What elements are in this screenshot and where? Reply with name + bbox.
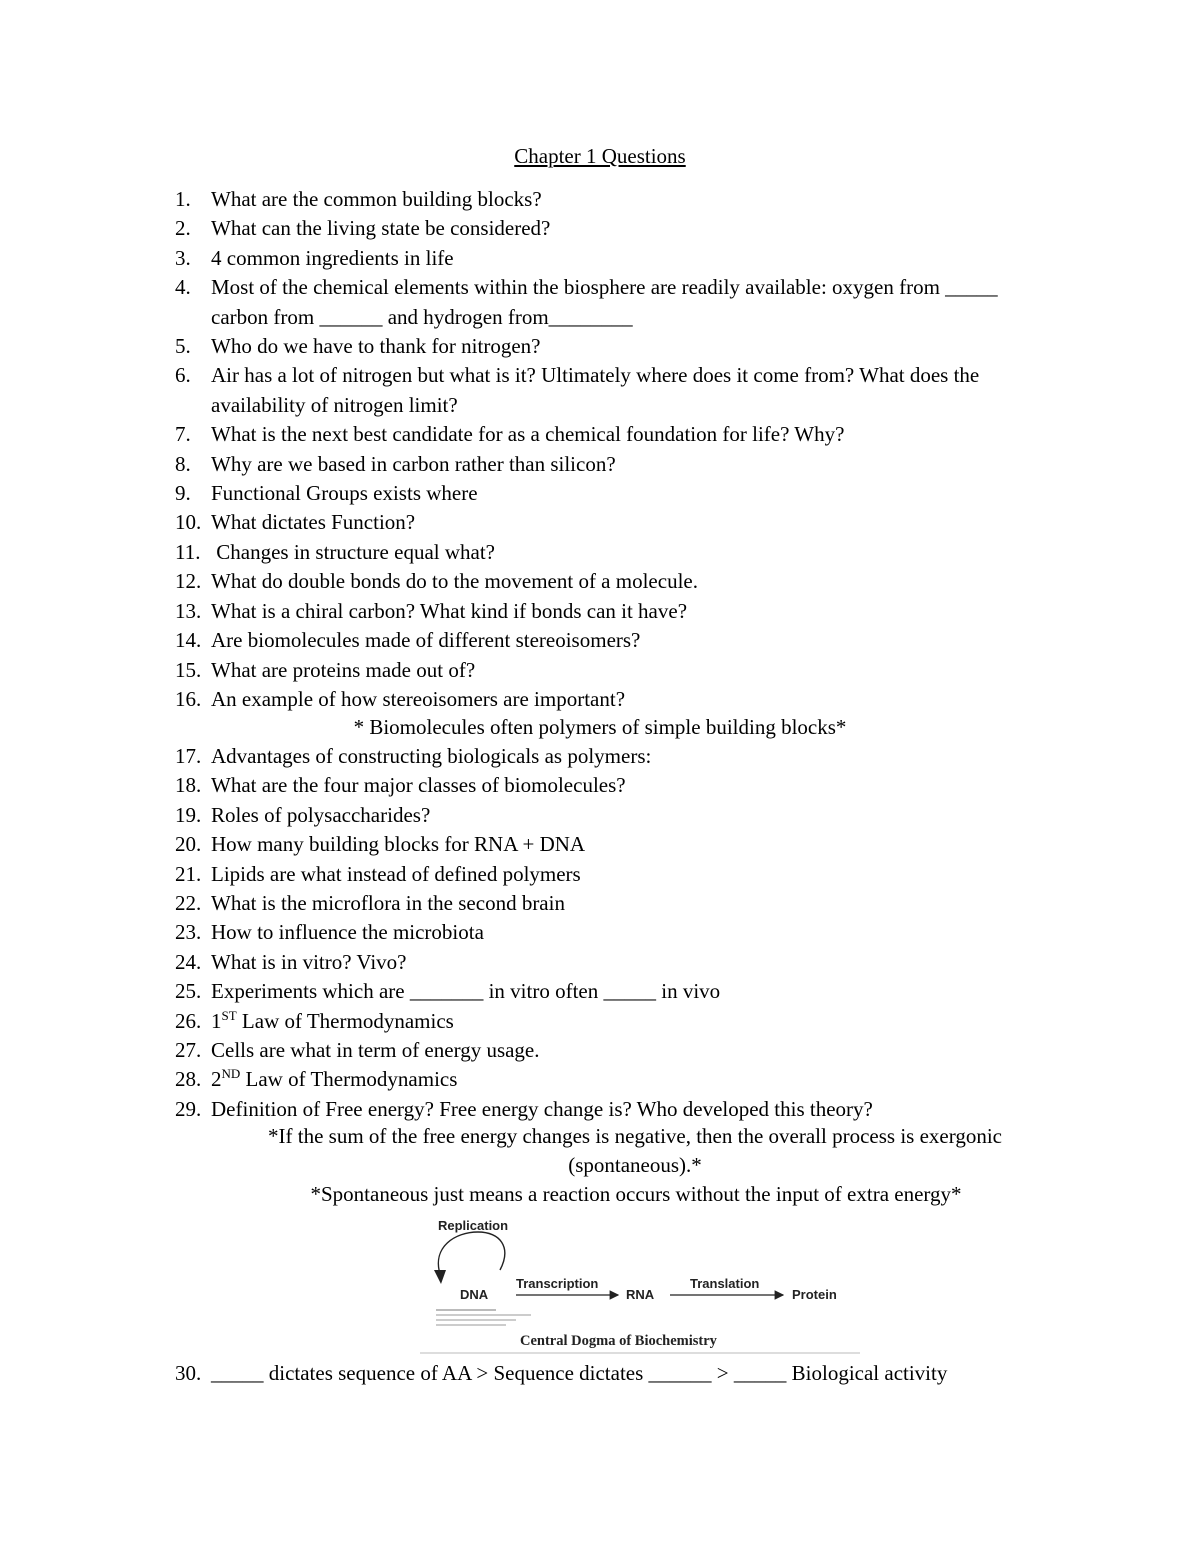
question-21 bbox=[175, 860, 1055, 889]
question-text: Law of Thermodynamics bbox=[240, 1067, 458, 1092]
question-text: Cells are what in term of energy usage. bbox=[211, 1038, 540, 1063]
question-28 bbox=[175, 1065, 1055, 1094]
question-list-b bbox=[175, 742, 1055, 1124]
question-6 bbox=[175, 361, 1055, 420]
translation-label: Translation bbox=[690, 1276, 760, 1291]
question-number: 30. bbox=[175, 1361, 202, 1385]
question-number: 28. bbox=[175, 1067, 202, 1092]
question-29 bbox=[175, 1095, 1055, 1124]
diagram-caption: Central Dogma of Biochemistry bbox=[520, 1333, 717, 1349]
question-number: 9. bbox=[175, 481, 191, 506]
question-number: 20. bbox=[175, 832, 202, 857]
question-number: 17. bbox=[175, 744, 202, 768]
source-credit-smudge bbox=[436, 1319, 516, 1321]
question-text: What are the four major classes of biomolecules? bbox=[211, 773, 626, 798]
question-7 bbox=[175, 420, 1055, 449]
question-number: 23. bbox=[175, 920, 202, 945]
question-4 bbox=[175, 273, 1055, 332]
note-spontaneous: *Spontaneous just means a reaction occurs without the input of extra energy* bbox=[310, 1182, 962, 1206]
ordinal-superscript: ST bbox=[221, 1007, 237, 1023]
question-19 bbox=[175, 801, 1055, 830]
question-3 bbox=[175, 244, 1055, 273]
question-number: 21. bbox=[175, 861, 202, 886]
question-text: What are the common building blocks? bbox=[211, 187, 542, 211]
question-number: 14. bbox=[175, 628, 202, 653]
question-text: Changes in structure equal what? bbox=[211, 539, 495, 564]
replication-label: Replication bbox=[438, 1218, 509, 1233]
question-number: 26. bbox=[175, 1008, 202, 1033]
source-credit-smudge bbox=[436, 1314, 531, 1316]
question-text: How to influence the microbiota bbox=[211, 920, 484, 945]
question-12 bbox=[175, 567, 1055, 596]
question-10 bbox=[175, 508, 1055, 537]
question-text: An example of how stereoisomers are important? bbox=[211, 686, 626, 711]
dna-label: DNA bbox=[460, 1287, 489, 1302]
question-18 bbox=[175, 771, 1055, 800]
question-9 bbox=[175, 479, 1055, 508]
question-text: Lipids are what instead of defined polymers bbox=[211, 861, 581, 886]
question-text-prefix: 1 bbox=[211, 1008, 222, 1033]
question-number: 27. bbox=[175, 1038, 202, 1063]
ordinal-superscript: ND bbox=[221, 1066, 241, 1082]
question-text: Who do we have to thank for nitrogen? bbox=[211, 334, 541, 359]
question-text: Functional Groups exists where bbox=[211, 481, 478, 506]
question-number: 8. bbox=[175, 451, 191, 476]
source-credit-smudge bbox=[436, 1324, 506, 1326]
question-30 bbox=[175, 1359, 1055, 1388]
question-25 bbox=[175, 977, 1055, 1006]
question-number: 16. bbox=[175, 686, 202, 711]
question-26 bbox=[175, 1007, 1055, 1036]
question-number: 18. bbox=[175, 773, 202, 798]
question-11 bbox=[175, 538, 1055, 567]
question-text: Law of Thermodynamics bbox=[236, 1008, 454, 1033]
question-text: Most of the chemical elements within the biosphere are readily available: oxygen from _____ carbon from ______ and hydrogen from________ bbox=[211, 275, 998, 329]
question-number: 12. bbox=[175, 569, 202, 594]
question-text: Are biomolecules made of different stereoisomers? bbox=[211, 628, 641, 653]
page-title: Chapter 1 Questions bbox=[514, 144, 686, 168]
protein-label: Protein bbox=[792, 1287, 837, 1302]
question-number: 29. bbox=[175, 1096, 202, 1121]
question-number: 3. bbox=[175, 245, 191, 270]
question-number: 22. bbox=[175, 891, 202, 916]
question-number: 4. bbox=[175, 275, 191, 300]
question-number: 13. bbox=[175, 598, 202, 623]
question-14 bbox=[175, 626, 1055, 655]
replication-arrowhead-icon bbox=[434, 1270, 446, 1284]
question-text: Advantages of constructing biologicals as polymers: bbox=[211, 744, 652, 768]
question-27 bbox=[175, 1036, 1055, 1065]
question-number: 2. bbox=[175, 216, 191, 241]
question-text: Roles of polysaccharides? bbox=[211, 802, 431, 827]
question-16 bbox=[175, 685, 1055, 714]
source-credit-smudge bbox=[436, 1309, 496, 1311]
question-17 bbox=[175, 742, 1055, 771]
question-number: 5. bbox=[175, 334, 191, 359]
question-22 bbox=[175, 889, 1055, 918]
question-5 bbox=[175, 332, 1055, 361]
question-30-block bbox=[175, 1359, 1055, 1388]
question-20 bbox=[175, 830, 1055, 859]
question-text: _____ dictates sequence of AA > Sequence dictates ______ > _____ Biological activity bbox=[211, 1361, 948, 1385]
question-1 bbox=[175, 185, 1055, 214]
question-number: 15. bbox=[175, 657, 202, 682]
question-text: What can the living state be considered? bbox=[211, 216, 551, 241]
question-list-a bbox=[175, 185, 1055, 714]
question-text: What is the microflora in the second brain bbox=[211, 891, 565, 916]
question-text: Definition of Free energy? Free energy change is? Who developed this theory? bbox=[211, 1096, 873, 1121]
question-text-prefix: 2 bbox=[211, 1067, 222, 1092]
question-text: What is in vitro? Vivo? bbox=[211, 949, 407, 974]
question-text: What is the next best candidate for as a chemical foundation for life? Why? bbox=[211, 422, 845, 447]
replication-loop-arrow bbox=[438, 1232, 504, 1274]
question-number: 19. bbox=[175, 802, 202, 827]
question-number: 7. bbox=[175, 422, 191, 447]
central-dogma-diagram bbox=[420, 1212, 860, 1357]
note-free-energy: *If the sum of the free energy changes is negative, then the overall process is exergonic (spontaneous).* bbox=[268, 1124, 1002, 1178]
rna-label: RNA bbox=[626, 1287, 655, 1302]
question-number: 10. bbox=[175, 510, 202, 535]
question-15 bbox=[175, 656, 1055, 685]
question-text: 4 common ingredients in life bbox=[211, 245, 454, 270]
question-text: What are proteins made out of? bbox=[211, 657, 476, 682]
question-number: 6. bbox=[175, 363, 191, 388]
question-13 bbox=[175, 597, 1055, 626]
question-text: Air has a lot of nitrogen but what is it? Ultimately where does it come from? What does the availability of nitrogen limit? bbox=[211, 363, 980, 417]
question-text: How many building blocks for RNA + DNA bbox=[211, 832, 586, 857]
note-biomolecules-polymers: * Biomolecules often polymers of simple building blocks* bbox=[353, 715, 847, 739]
question-8 bbox=[175, 450, 1055, 479]
question-text: Why are we based in carbon rather than silicon? bbox=[211, 451, 616, 476]
question-number: 11. bbox=[175, 539, 201, 564]
transcription-label: Transcription bbox=[516, 1276, 599, 1291]
question-number: 25. bbox=[175, 979, 202, 1004]
question-number: 24. bbox=[175, 949, 202, 974]
question-24 bbox=[175, 948, 1055, 977]
question-text: What dictates Function? bbox=[211, 510, 416, 535]
question-text: What do double bonds do to the movement of a molecule. bbox=[211, 569, 698, 594]
question-text: Experiments which are _______ in vitro often _____ in vivo bbox=[211, 979, 721, 1004]
question-text: What is a chiral carbon? What kind if bonds can it have? bbox=[211, 598, 688, 623]
question-23 bbox=[175, 918, 1055, 947]
question-number: 1. bbox=[175, 187, 191, 211]
question-2 bbox=[175, 214, 1055, 243]
